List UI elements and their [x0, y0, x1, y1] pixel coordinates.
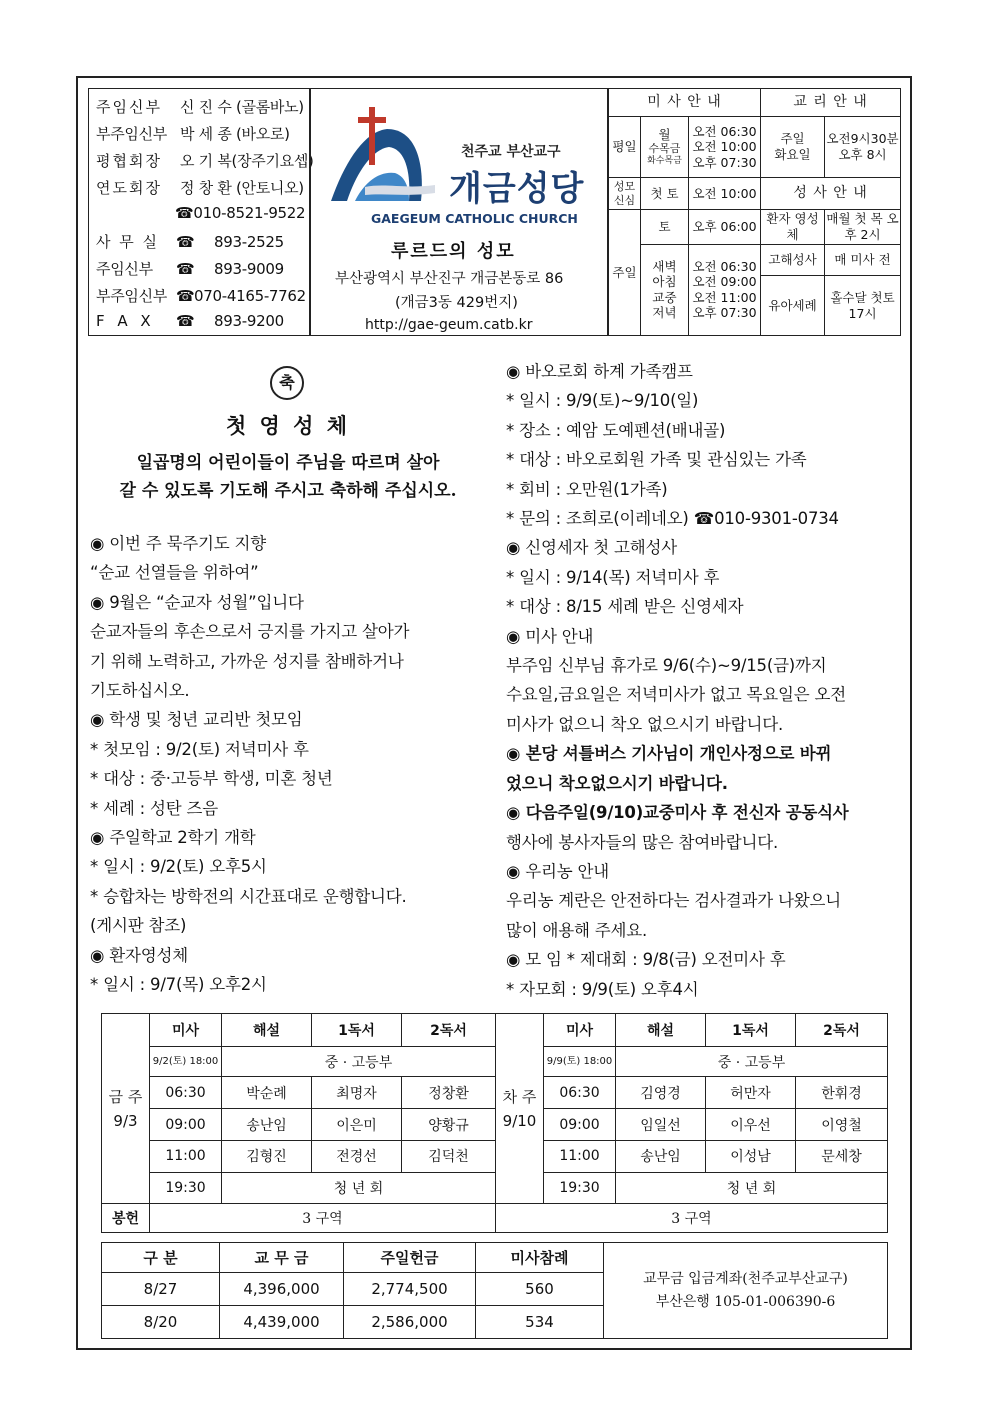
contact-row: 부주임신부 ☎070-4165-7762 — [96, 287, 306, 305]
notice-line: 기 위해 노력하고, 가까운 성지를 참배하거나 — [90, 651, 404, 671]
schedule-header: 2독서 — [402, 1014, 496, 1047]
notice-line: * 세례 : 성탄 즈음 — [90, 798, 219, 818]
staff-phone: ☎010-8521-9522 — [175, 204, 306, 222]
right-column — [506, 357, 906, 1004]
sacrament-name: 고해성사 — [761, 244, 825, 276]
weekday-days: 월 수목금 화수목금 — [641, 116, 689, 178]
notice-line: * 일시 : 9/14(목) 저녁미사 후 — [506, 567, 720, 587]
sacrament-name: 환자 영성체 — [761, 210, 825, 244]
staff-row: 주임신부 신 진 수 (골롬바노) — [96, 98, 304, 116]
notice-line: ◉ 미사 안내 — [506, 626, 594, 646]
saturday-label: 성모신심 — [609, 178, 641, 210]
ministry-schedule-table — [101, 1013, 887, 1233]
notice-line: * 일시 : 9/2(토) 오후5시 — [90, 857, 267, 877]
notice-line: * 장소 : 예암 도예펜션(배내골) — [506, 420, 726, 440]
notice-line: * 일시 : 9/9(토)~9/10(일) — [506, 391, 699, 411]
notice-line: * 자모회 : 9/9(토) 오후4시 — [506, 979, 699, 999]
staff-box — [88, 88, 314, 336]
notice-line: 우리농 계란은 안전하다는 검사결과가 나왔으니 — [506, 891, 841, 911]
sat-mass-label: 9/9(토) 18:00 — [544, 1046, 616, 1077]
notice-line: (게시판 참조) — [90, 916, 187, 936]
celebration-title: 첫 영 성 체 — [225, 413, 351, 438]
phone-icon: ☎ — [176, 233, 195, 251]
church-name: 개금성당 — [449, 169, 585, 209]
sunday-label: 주일 — [609, 210, 641, 336]
finance-header: 미사참례 — [476, 1243, 604, 1273]
sat-mass-group: 중 · 고등부 — [616, 1046, 888, 1077]
celebration-badge-icon: 축 — [270, 366, 304, 400]
header — [88, 88, 900, 336]
sacrament-time: 매월 첫 목 오후 2시 — [825, 210, 901, 244]
finance-header: 구 분 — [102, 1243, 220, 1273]
notice-line: ◉ 9월은 “순교자 성월”입니다 — [90, 592, 304, 612]
church-logo-box — [310, 88, 608, 336]
notice-line: ◉ 우리농 안내 — [506, 861, 609, 881]
next-week-label: 차 주 9/10 — [496, 1014, 544, 1204]
sunday-sat-day: 토 — [641, 210, 689, 244]
notice-line: * 대상 : 바오로회원 가족 및 관심있는 가족 — [506, 450, 807, 470]
sunday-times: 오전 06:30 오전 09:00 오전 11:00 오후 07:30 — [689, 244, 761, 336]
notice-line: * 문의 : 조희로(이레네오) ☎010-9301-0734 — [506, 509, 839, 529]
mass-info-title: 미 사 안 내 — [609, 89, 761, 117]
schedule-header: 미사 — [150, 1014, 222, 1047]
this-week-label: 금 주 9/3 — [102, 1014, 150, 1204]
celebration-line: 갈 수 있도록 기도해 주시고 축하해 주십시오. — [119, 481, 457, 501]
notice-line: 순교자들의 후손으로서 긍지를 가지고 살아가 — [90, 622, 410, 642]
table-row: 06:30 박순례 최명자 정창환 06:30 김영경 허만자 한휘경 — [102, 1077, 888, 1109]
celebration-line: 일곱명의 어린이들이 주님을 따르며 살아 — [136, 453, 440, 473]
notice-line: 부주임 신부님 휴가로 9/6(수)~9/15(금)까지 — [506, 656, 827, 676]
saturday-day: 첫 토 — [641, 178, 689, 210]
church-name-en: GAEGEUM CATHOLIC CHURCH — [371, 211, 578, 226]
notice-line: “순교 선열들을 위하여” — [90, 563, 259, 583]
table-row: 11:00 김형진 전경선 김덕천 11:00 송난임 이성남 문세창 — [102, 1140, 888, 1172]
account-info: 교무금 입금계좌(천주교부산교구) 부산은행 105-01-006390-6 — [604, 1243, 888, 1339]
notice-line: ◉ 학생 및 청년 교리반 첫모임 — [90, 710, 303, 730]
doctrine-times: 오전9시30분 오후 8시 — [825, 116, 901, 178]
notice-line: ◉ 이번 주 묵주기도 지향 — [90, 534, 267, 553]
serve-value: 3 구역 — [150, 1204, 496, 1233]
church-patron: 루르드의 성모 — [391, 241, 516, 262]
doctrine-days: 주일 화요일 — [761, 116, 825, 178]
notice-line: * 대상 : 8/15 세례 받은 신영세자 — [506, 597, 744, 617]
notice-line: ◉ 본당 셔틀버스 기사님이 개인사정으로 바뀌 — [506, 744, 832, 764]
sacrament-name: 유아세례 — [761, 276, 825, 336]
schedule-header: 1독서 — [706, 1014, 796, 1047]
left-column — [90, 529, 486, 1000]
notice-line: ◉ 모 임 * 제대회 : 9/8(금) 오전미사 후 — [506, 950, 786, 970]
finance-header: 교 무 금 — [220, 1243, 344, 1273]
phone-icon: ☎ — [176, 260, 195, 278]
serve-value: 3 구역 — [496, 1204, 888, 1233]
mass-info-table — [608, 88, 900, 336]
contact-row: 주임신부 ☎ 893-9009 — [96, 260, 284, 278]
notice-line: 기도하십시오. — [90, 681, 190, 701]
schedule-header: 미사 — [544, 1014, 616, 1047]
notice-line: 수요일,금요일은 저녁미사가 없고 목요일은 오전 — [506, 685, 847, 705]
church-address: 부산광역시 부산진구 개금본동로 86 — [335, 271, 564, 287]
notice-line: * 일시 : 9/7(목) 오후2시 — [90, 975, 267, 995]
table-row: 09:00 송난임 이은미 양황규 09:00 임일선 이우선 이영철 — [102, 1109, 888, 1141]
weekday-label: 평일 — [609, 116, 641, 178]
contact-row: F A X ☎ 893-9200 — [96, 312, 284, 330]
contact-row: 사 무 실 ☎ 893-2525 — [96, 233, 284, 251]
staff-row: 연도회장 정 창 환 (안토니오) — [96, 179, 304, 197]
notice-line: ◉ 주일학교 2학기 개학 — [90, 828, 256, 848]
church-address-lot: (개금3동 429번지) — [395, 295, 518, 311]
notice-line: * 대상 : 중·고등부 학생, 미혼 청년 — [90, 769, 333, 789]
sunday-names: 새벽 아침 교중 저녁 — [641, 244, 689, 336]
notice-line: * 회비 : 오만원(1가족) — [506, 479, 668, 499]
sacrament-title: 성 사 안 내 — [761, 178, 901, 210]
notice-line: ◉ 다음주일(9/10)교중미사 후 전신자 공동식사 — [506, 803, 849, 823]
church-logo-icon — [325, 101, 445, 211]
diocese-name: 천주교 부산교구 — [461, 144, 561, 160]
finance-header: 주일헌금 — [344, 1243, 476, 1273]
notice-line: ◉ 바오로회 하계 가족캠프 — [506, 362, 693, 381]
notice-line: * 승합차는 방학전의 시간표대로 운행합니다. — [90, 886, 407, 906]
saturday-time: 오전 10:00 — [689, 178, 761, 210]
notice-line: ◉ 신영세자 첫 고해성사 — [506, 538, 677, 558]
schedule-header: 2독서 — [796, 1014, 888, 1047]
table-row: 8/27 4,396,000 2,774,500 560 — [102, 1273, 888, 1306]
table-row: 8/20 4,439,000 2,586,000 534 — [102, 1306, 888, 1339]
staff-row: 평협회장 오 기 복(장주기요셉) — [96, 152, 314, 170]
notice-line: 미사가 없으니 착오 없으시기 바랍니다. — [506, 714, 784, 734]
sacrament-time: 매 미사 전 — [825, 244, 901, 276]
schedule-header: 해설 — [222, 1014, 312, 1047]
church-url[interactable]: http://gae-geum.catb.kr — [365, 317, 533, 333]
phone-icon: ☎ — [176, 312, 195, 330]
sat-mass-label: 9/2(토) 18:00 — [150, 1046, 222, 1077]
table-row: 19:30 청 년 회 19:30 청 년 회 — [102, 1172, 888, 1204]
phone-icon: ☎ — [176, 287, 195, 305]
sat-mass-group: 중 · 고등부 — [222, 1046, 496, 1077]
notice-line: 었으니 착오없으시기 바랍니다. — [506, 773, 728, 793]
sacrament-time: 홀수달 첫토 17시 — [825, 276, 901, 336]
notice-line: 많이 애용해 주세요. — [506, 920, 648, 940]
doctrine-title: 교 리 안 내 — [761, 89, 901, 117]
sunday-sat-time: 오후 06:00 — [689, 210, 761, 244]
notice-line: ◉ 환자영성체 — [90, 945, 188, 965]
schedule-header: 1독서 — [312, 1014, 402, 1047]
notice-line: * 첫모임 : 9/2(토) 저녁미사 후 — [90, 739, 309, 759]
serve-label: 봉헌 — [102, 1204, 150, 1233]
schedule-header: 해설 — [616, 1014, 706, 1047]
weekday-times: 오전 06:30 오전 10:00 오후 07:30 — [689, 116, 761, 178]
notice-line: 행사에 봉사자들의 많은 참여바랍니다. — [506, 832, 779, 852]
finance-table — [101, 1242, 887, 1338]
staff-row: 부주임신부 박 세 종 (바오로) — [96, 125, 290, 143]
